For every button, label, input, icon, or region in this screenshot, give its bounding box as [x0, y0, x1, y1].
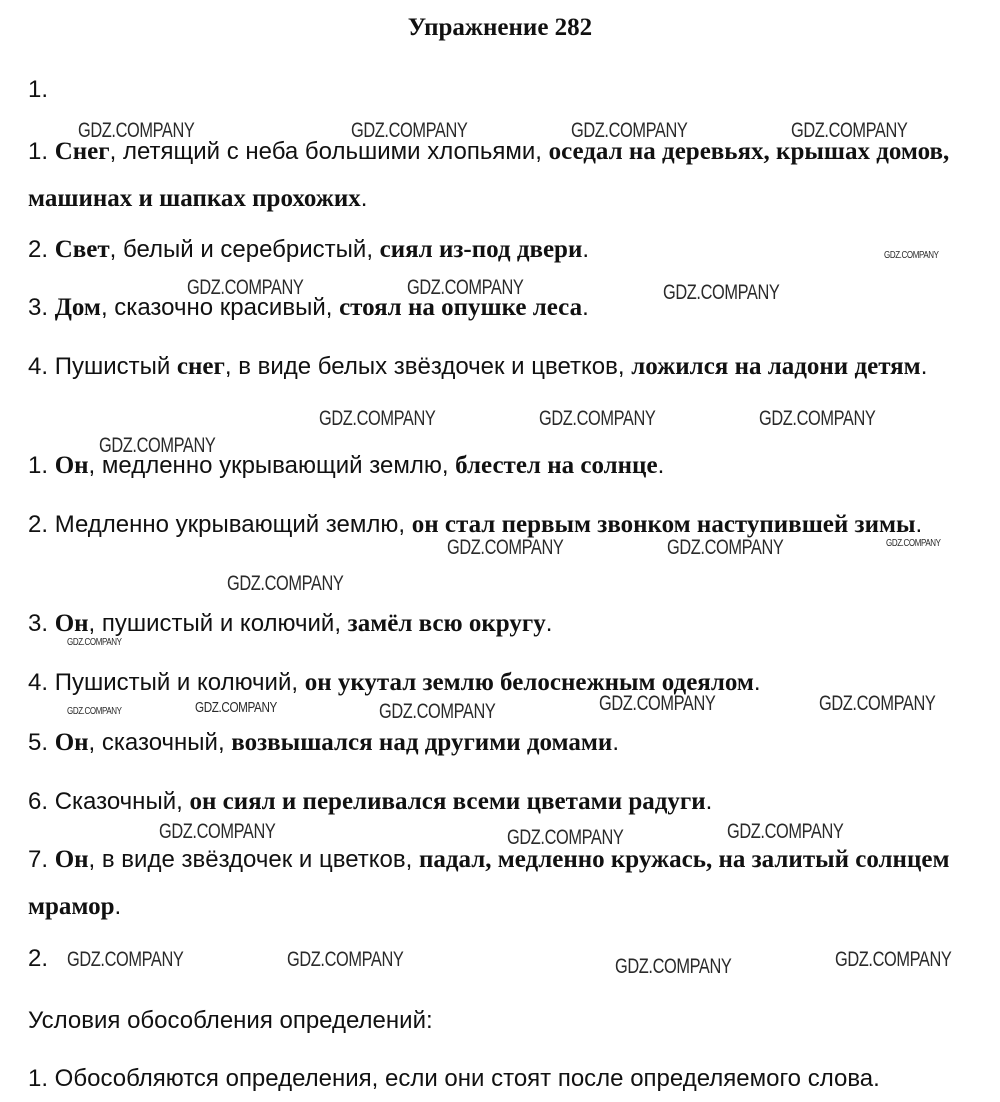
text-fragment: .: [360, 185, 368, 212]
text-fragment: , пушистый и колючий,: [88, 610, 348, 637]
watermark: GDZ.COMPANY: [791, 119, 908, 142]
bold-fragment: Он: [54, 452, 89, 479]
item-number: 5.: [28, 729, 55, 756]
bold-fragment: Дом: [54, 294, 101, 321]
bold-fragment: он стал первым звонком наступившей зимы: [411, 511, 916, 538]
bold-fragment: блестел на солнце: [455, 452, 658, 479]
bold-fragment: оседал на деревьях, крышах домов, машинах и шапках прохожих: [28, 138, 950, 212]
bold-fragment: стоял на опушке леса: [339, 294, 583, 321]
conditions-heading: Условия обособления определений:: [28, 1007, 433, 1034]
watermark: GDZ.COMPANY: [835, 948, 952, 971]
watermark: GDZ.COMPANY: [447, 536, 564, 559]
watermark: GDZ.COMPANY: [195, 699, 277, 716]
text-fragment: , сказочно красивый,: [100, 294, 340, 321]
group-b-item-6: [28, 778, 986, 825]
text-fragment: , белый и серебристый,: [109, 236, 380, 263]
watermark: GDZ.COMPANY: [351, 119, 468, 142]
text-fragment: Сказочный,: [54, 788, 190, 815]
bold-fragment: падал, медленно кружась, на залитый солнцем мрамор: [28, 846, 950, 920]
watermark: GDZ.COMPANY: [319, 407, 436, 430]
watermark: GDZ.COMPANY: [819, 692, 936, 715]
text-fragment: .: [915, 511, 923, 538]
bold-fragment: ложился на ладони детям: [631, 353, 921, 380]
watermark: GDZ.COMPANY: [67, 637, 122, 648]
group-a-item-4: [28, 343, 986, 390]
group-b-item-5: [28, 719, 986, 766]
bold-fragment: снег: [176, 353, 225, 380]
item-number: 4.: [28, 353, 55, 380]
item-number: 7.: [28, 846, 55, 873]
text-fragment: .: [545, 610, 553, 637]
watermark: GDZ.COMPANY: [287, 948, 404, 971]
item-number: 2.: [28, 511, 55, 538]
watermark: GDZ.COMPANY: [187, 276, 304, 299]
text-fragment: .: [114, 893, 122, 920]
item-number: 6.: [28, 788, 55, 815]
item-number: 2.: [28, 236, 55, 263]
page-title: Упражнение 282: [407, 14, 593, 41]
bold-fragment: возвышался над другими домами: [231, 729, 613, 756]
watermark: GDZ.COMPANY: [78, 119, 195, 142]
text-fragment: Медленно укрывающий землю,: [54, 511, 412, 538]
text-fragment: , сказочный,: [88, 729, 232, 756]
watermark: GDZ.COMPANY: [67, 706, 122, 717]
group-b-item-3: [28, 600, 986, 647]
text-fragment: .: [582, 294, 589, 321]
watermark: GDZ.COMPANY: [727, 820, 844, 843]
text-fragment: .: [612, 729, 620, 756]
bold-fragment: Он: [54, 610, 89, 637]
watermark: GDZ.COMPANY: [759, 407, 876, 430]
watermark: GDZ.COMPANY: [615, 955, 732, 978]
bold-fragment: он укутал землю белоснежным одеялом: [304, 669, 754, 696]
watermark: GDZ.COMPANY: [667, 536, 784, 559]
bold-fragment: Снег: [54, 138, 110, 165]
watermark: GDZ.COMPANY: [99, 434, 216, 457]
text-fragment: .: [657, 452, 665, 479]
text-fragment: .: [705, 788, 713, 815]
item-number: 3.: [28, 610, 55, 637]
text-fragment: .: [753, 669, 761, 696]
bold-fragment: Он: [54, 729, 89, 756]
watermark: GDZ.COMPANY: [407, 276, 524, 299]
part2-marker: 2.: [28, 945, 49, 972]
bold-fragment: Свет: [54, 236, 110, 263]
text-fragment: , медленно укрывающий землю,: [88, 452, 456, 479]
watermark: GDZ.COMPANY: [884, 250, 939, 261]
watermark: GDZ.COMPANY: [539, 407, 656, 430]
bold-fragment: Он: [54, 846, 89, 873]
text-fragment: , в виде белых звёздочек и цветков,: [224, 353, 632, 380]
text-fragment: Пушистый и колючий,: [54, 669, 305, 696]
bold-fragment: сиял из-под двери: [379, 236, 583, 263]
watermark: GDZ.COMPANY: [507, 826, 624, 849]
watermark: GDZ.COMPANY: [571, 119, 688, 142]
watermark: GDZ.COMPANY: [67, 948, 184, 971]
watermark: GDZ.COMPANY: [379, 700, 496, 723]
condition-1: 1. Обособляются определения, если они стоят после определяемого слова.: [28, 1065, 880, 1092]
group-a-item-2: [28, 226, 986, 273]
watermark: GDZ.COMPANY: [886, 538, 941, 549]
item-number: 3.: [28, 294, 55, 321]
bold-fragment: он сиял и переливался всеми цветами радуги: [189, 788, 706, 815]
item-number: 4.: [28, 669, 55, 696]
group-b-item-7: [28, 836, 986, 930]
text-fragment: , в виде звёздочек и цветков,: [88, 846, 419, 873]
text-fragment: .: [582, 236, 590, 263]
bold-fragment: замёл всю округу: [347, 610, 546, 637]
part1-marker: 1.: [28, 76, 49, 103]
text-fragment: Пушистый: [54, 353, 177, 380]
watermark: GDZ.COMPANY: [663, 281, 780, 304]
text-fragment: , летящий с неба большими хлопьями,: [109, 138, 549, 165]
watermark: GDZ.COMPANY: [227, 572, 344, 595]
item-number: 1.: [28, 452, 55, 479]
watermark: GDZ.COMPANY: [159, 820, 276, 843]
text-fragment: .: [920, 353, 928, 380]
watermark: GDZ.COMPANY: [599, 692, 716, 715]
item-number: 1.: [28, 138, 55, 165]
